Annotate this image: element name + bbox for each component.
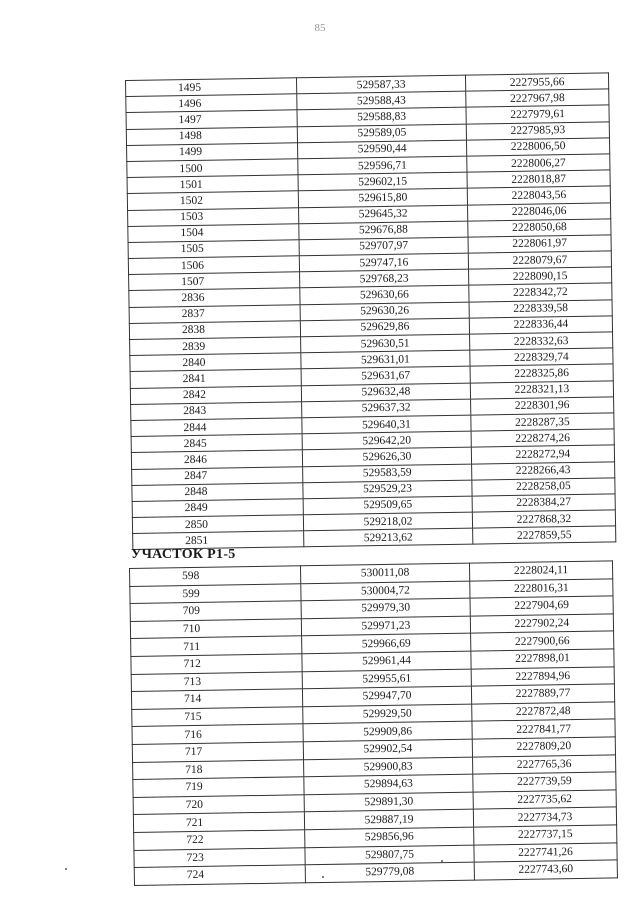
y-coordinate-cell: 2227859,55: [473, 526, 616, 544]
point-number-cell: 2851: [133, 531, 304, 550]
x-coordinate-cell: 529955,61: [302, 669, 471, 689]
point-number-cell: 2849: [132, 499, 303, 518]
x-coordinate-cell: 529640,31: [302, 415, 471, 434]
point-number-cell: 1501: [127, 175, 298, 194]
point-number-cell: 598: [130, 566, 301, 586]
x-coordinate-cell: 529642,20: [302, 431, 471, 450]
section-coordinates-table-body: [130, 561, 618, 885]
point-number-cell: 714: [131, 689, 302, 709]
y-coordinate-cell: 2228050,68: [468, 219, 611, 237]
x-coordinate-cell: 529629,86: [300, 318, 469, 337]
y-coordinate-cell: 2227734,73: [473, 807, 616, 827]
y-coordinate-cell: 2227904,69: [470, 596, 613, 616]
y-coordinate-cell: 2228384,27: [472, 494, 615, 512]
x-coordinate-cell: 529213,62: [304, 528, 473, 547]
y-coordinate-cell: 2227739,59: [473, 772, 616, 792]
x-coordinate-cell: 529779,08: [305, 862, 474, 882]
point-number-cell: 2838: [129, 321, 300, 340]
x-coordinate-cell: 529630,26: [300, 302, 469, 321]
y-coordinate-cell: 2227979,61: [466, 105, 609, 123]
y-coordinate-cell: 2227900,66: [471, 631, 614, 651]
y-coordinate-cell: 2228266,43: [472, 461, 615, 479]
y-coordinate-cell: 2228046,06: [467, 202, 610, 220]
x-coordinate-cell: 530004,72: [301, 581, 470, 601]
y-coordinate-cell: 2228024,11: [469, 561, 612, 581]
x-coordinate-cell: 529887,19: [304, 809, 473, 829]
x-coordinate-cell: 529747,16: [299, 253, 468, 272]
x-coordinate-cell: 529979,30: [301, 598, 470, 618]
x-coordinate-cell: 529589,05: [297, 124, 466, 143]
point-number-cell: 1502: [127, 191, 298, 210]
point-number-cell: 2843: [131, 402, 302, 421]
x-coordinate-cell: 529966,69: [302, 634, 471, 654]
point-number-cell: 1496: [126, 94, 297, 113]
point-number-cell: 2846: [131, 450, 302, 469]
y-coordinate-cell: 2228332,63: [470, 332, 613, 350]
point-number-cell: 720: [133, 794, 304, 814]
y-coordinate-cell: 2227967,98: [466, 89, 609, 107]
x-coordinate-cell: 529602,15: [298, 172, 467, 191]
y-coordinate-cell: 2227889,77: [471, 684, 614, 704]
y-coordinate-cell: 2227735,62: [473, 790, 616, 810]
point-number-cell: 2841: [130, 369, 301, 388]
x-coordinate-cell: 529509,65: [303, 496, 472, 515]
x-coordinate-cell: 529632,48: [301, 383, 470, 402]
x-coordinate-cell: 529676,88: [299, 221, 468, 240]
point-number-cell: 1500: [127, 159, 298, 178]
x-coordinate-cell: 529902,54: [303, 739, 472, 759]
x-coordinate-cell: 529596,71: [298, 156, 467, 175]
y-coordinate-cell: 2228258,05: [472, 478, 615, 496]
y-coordinate-cell: 2228342,72: [469, 283, 612, 301]
point-number-cell: 1499: [127, 143, 298, 162]
x-coordinate-cell: 529637,32: [302, 399, 471, 418]
point-number-cell: 599: [130, 583, 301, 603]
point-number-cell: 709: [130, 601, 301, 621]
y-coordinate-cell: 2227765,36: [473, 754, 616, 774]
y-coordinate-cell: 2228016,31: [470, 578, 613, 598]
y-coordinate-cell: 2228006,27: [467, 154, 610, 172]
y-coordinate-cell: 2228090,15: [469, 267, 612, 285]
point-number-cell: 711: [131, 636, 302, 656]
point-number-cell: 2844: [131, 418, 302, 437]
coordinates-table-body: [126, 73, 616, 550]
point-number-cell: 1497: [126, 110, 297, 129]
x-coordinate-cell: 529588,43: [297, 91, 466, 110]
y-coordinate-cell: 2227741,26: [474, 842, 617, 862]
section-title: УЧАСТОК Р1-5: [131, 547, 236, 562]
y-coordinate-cell: 2228274,26: [471, 429, 614, 447]
y-coordinate-cell: 2228272,94: [471, 445, 614, 463]
y-coordinate-cell: 2227743,60: [474, 860, 617, 880]
point-number-cell: 1503: [128, 207, 299, 226]
point-number-cell: 721: [133, 812, 304, 832]
x-coordinate-cell: 529768,23: [300, 269, 469, 288]
y-coordinate-cell: 2228061,97: [468, 235, 611, 253]
x-coordinate-cell: 529631,67: [301, 366, 470, 385]
y-coordinate-cell: 2227737,15: [474, 825, 617, 845]
y-coordinate-cell: 2228043,56: [467, 186, 610, 204]
y-coordinate-cell: 2227898,01: [471, 649, 614, 669]
x-coordinate-cell: 529587,33: [296, 75, 465, 94]
point-number-cell: 1505: [128, 240, 299, 259]
scan-speck: [322, 876, 324, 878]
point-number-cell: 713: [131, 671, 302, 691]
point-number-cell: 1498: [126, 126, 297, 145]
point-number-cell: 2847: [132, 466, 303, 485]
point-number-cell: 2837: [129, 304, 300, 323]
x-coordinate-cell: 529900,83: [304, 757, 473, 777]
x-coordinate-cell: 529947,70: [302, 686, 471, 706]
point-number-cell: 712: [131, 654, 302, 674]
x-coordinate-cell: 529615,80: [298, 188, 467, 207]
x-coordinate-cell: 529807,75: [305, 845, 474, 865]
point-number-cell: 1507: [129, 272, 300, 291]
y-coordinate-cell: 2228301,96: [471, 397, 614, 415]
point-number-cell: 2840: [130, 353, 301, 372]
y-coordinate-cell: 2227809,20: [472, 737, 615, 757]
y-coordinate-cell: 2227985,93: [466, 121, 609, 139]
page-number: 85: [314, 22, 326, 34]
point-number-cell: 2836: [129, 288, 300, 307]
x-coordinate-cell: 529645,32: [299, 205, 468, 224]
y-coordinate-cell: 2228339,58: [469, 300, 612, 318]
scan-speck: [65, 868, 67, 870]
point-number-cell: 723: [134, 847, 305, 867]
coordinates-table: [125, 72, 616, 550]
point-number-cell: 718: [133, 759, 304, 779]
y-coordinate-cell: 2228336,44: [469, 316, 612, 334]
y-coordinate-cell: 2228079,67: [468, 251, 611, 269]
y-coordinate-cell: 2228018,87: [467, 170, 610, 188]
x-coordinate-cell: 529856,96: [305, 827, 474, 847]
x-coordinate-cell: 529929,50: [303, 704, 472, 724]
y-coordinate-cell: 2227955,66: [465, 73, 608, 91]
x-coordinate-cell: 529626,30: [302, 447, 471, 466]
x-coordinate-cell: 529630,66: [300, 286, 469, 305]
x-coordinate-cell: 529588,83: [297, 108, 466, 127]
y-coordinate-cell: 2228325,86: [470, 364, 613, 382]
point-number-cell: 1506: [128, 256, 299, 275]
y-coordinate-cell: 2228321,13: [470, 380, 613, 398]
y-coordinate-cell: 2228006,50: [466, 138, 609, 156]
x-coordinate-cell: 529583,59: [303, 464, 472, 483]
point-number-cell: 2850: [132, 515, 303, 534]
point-number-cell: 722: [134, 830, 305, 850]
point-number-cell: 717: [132, 742, 303, 762]
point-number-cell: 719: [133, 777, 304, 797]
point-number-cell: 710: [130, 619, 301, 639]
point-number-cell: 2842: [130, 385, 301, 404]
y-coordinate-cell: 2228329,74: [470, 348, 613, 366]
x-coordinate-cell: 529631,01: [301, 350, 470, 369]
scan-speck: [441, 860, 443, 862]
y-coordinate-cell: 2227868,32: [472, 510, 615, 528]
x-coordinate-cell: 529971,23: [301, 616, 470, 636]
y-coordinate-cell: 2228287,35: [471, 413, 614, 431]
x-coordinate-cell: 529894,63: [304, 774, 473, 794]
x-coordinate-cell: 529891,30: [304, 792, 473, 812]
x-coordinate-cell: 529529,23: [303, 480, 472, 499]
point-number-cell: 2845: [131, 434, 302, 453]
x-coordinate-cell: 529218,02: [303, 512, 472, 531]
x-coordinate-cell: 529961,44: [302, 651, 471, 671]
x-coordinate-cell: 529590,44: [298, 140, 467, 159]
y-coordinate-cell: 2227872,48: [472, 702, 615, 722]
point-number-cell: 715: [132, 707, 303, 727]
x-coordinate-cell: 529707,97: [299, 237, 468, 256]
point-number-cell: 1504: [128, 223, 299, 242]
y-coordinate-cell: 2227841,77: [472, 719, 615, 739]
x-coordinate-cell: 529630,51: [301, 334, 470, 353]
point-number-cell: 724: [134, 865, 305, 885]
point-number-cell: 2848: [132, 482, 303, 501]
x-coordinate-cell: 530011,08: [300, 563, 469, 583]
y-coordinate-cell: 2227902,24: [470, 614, 613, 634]
point-number-cell: 2839: [130, 337, 301, 356]
point-number-cell: 716: [132, 724, 303, 744]
x-coordinate-cell: 529909,86: [303, 721, 472, 741]
y-coordinate-cell: 2227894,96: [471, 666, 614, 686]
point-number-cell: 1495: [126, 78, 297, 97]
section-coordinates-table: [129, 560, 618, 885]
